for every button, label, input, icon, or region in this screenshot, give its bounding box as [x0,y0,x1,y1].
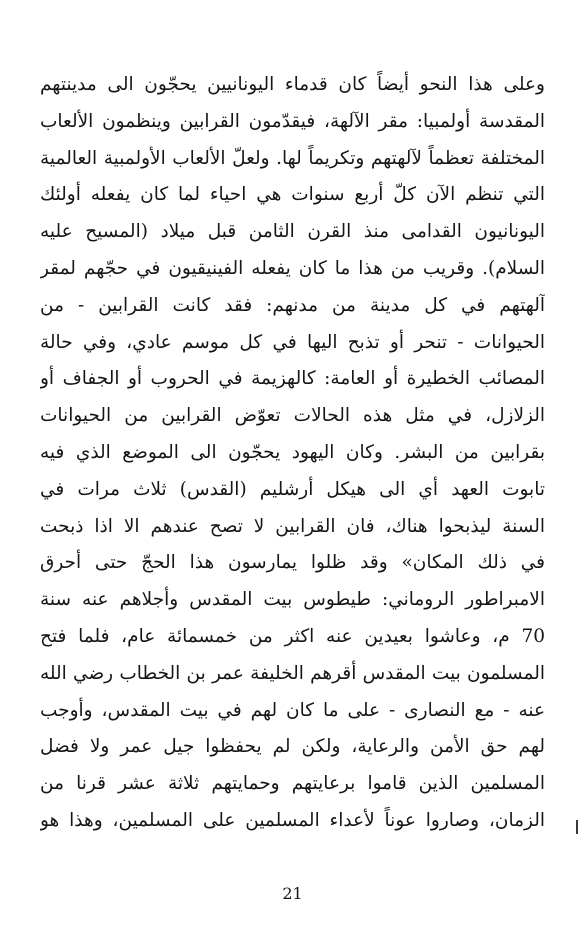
text-line: المصائب الخطيرة أو العامة: كالهزيمة في الحروب أو الجفاف أو [40,368,545,390]
page-number: 21 [282,884,303,903]
text-line: المختلفة تعظماً لآلهتهم وتكريماً لها. ولعلّ الألعاب الأولمبية العالمية [40,147,545,169]
text-line: السلام). وقريب من هذا ما كان يفعله الفينيقيون في حجّهم لمقر [40,257,545,279]
text-line: آلهتهم في كل مدينة من مدنهم: فقد كانت القرابين - من [40,294,545,316]
text-line: اليونانيون القدامى منذ القرن الثامن قبل ميلاد (المسيح عليه [40,221,545,243]
text-line: لهم حق الأمن والرعاية، ولكن لم يحفظوا جيل عمر ولا فضل [40,736,545,758]
text-line: الامبراطور الروماني: طيطوس بيت المقدس وأجلاهم عنه سنة [40,589,545,611]
text-line: وعلى هذا النحو أيضاً كان قدماء اليونانيين يحجّون الى مدينتهم [40,74,545,95]
text-line: المسلمين الذين قاموا برعايتهم وحمايتهم ثلاثة عشر قرنا من [40,773,545,795]
text-line: السنة ليذبحوا هناك، فان القرابين لا تصح عندهم الا اذا ذبحت [40,515,545,537]
text-line: المسلمون بيت المقدس أقرهم الخليفة عمر بن الخطاب رضي الله [40,662,545,684]
text-line: تابوت العهد أي الى هيكل أرشليم (القدس) ثلاث مرات في [40,478,545,500]
text-line: 70 م، وعاشوا بعيدين عنه اكثر من خمسمائة عام، فلما فتح [40,625,545,647]
text-line: الحيوانات - تنحر أو تذبح اليها في كل موسم عادي، وفي حالة [40,331,545,353]
body-text [40,67,545,840]
text-line: بقرابين من البشر. وكان اليهود يحجّون الى الموضع الذي فيه [40,441,545,463]
scan-edge-mark [576,820,578,834]
text-line: في ذلك المكان» وقد ظلوا يمارسون هذا الحجّ حتى أحرق [40,552,545,574]
text-line: الزمان، وصاروا عوناً لأعداء المسلمين على المسلمين، وهذا هو [40,809,545,831]
text-line: الزلازل، في مثل هذه الحالات تعوّض القرابين من الحيوانات [40,405,545,427]
text-line: التي تنظم الآن كلّ أربع سنوات هي احياء لما كان يفعله أولئك [40,184,545,206]
text-line: عنه - مع النصارى - على ما كان لهم في بيت المقدس، وأوجب [40,699,545,721]
text-line: المقدسة أولمبيا: مقر الآلهة، فيقدّمون القرابين وينظمون الألعاب [40,110,545,132]
